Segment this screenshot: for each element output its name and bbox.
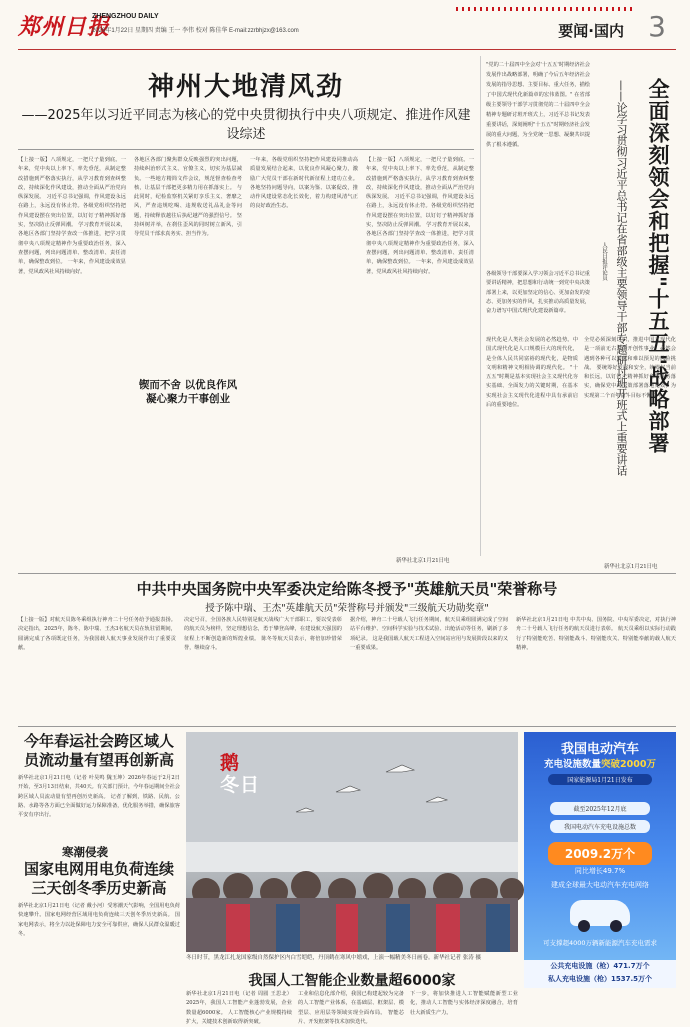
page-number: 3: [648, 10, 666, 43]
infographic-footer: [524, 960, 676, 988]
newspaper-logo: 郑州日报: [18, 14, 111, 40]
lead-subhead: 锲而不舍 以优良作风凝心聚力干事创业: [138, 379, 238, 405]
issue-info: 2026年1月22日 星期四 责编 王一 李伟 校对 陈佳华 E-mail:zzrbhjzx@163.com: [92, 28, 299, 34]
infographic-headline-prefix: 充电设施数量: [544, 759, 602, 770]
infographic-source: 国家能源局1月21日发布: [548, 774, 652, 785]
section-name: 要闻·国内: [558, 22, 624, 40]
commentary-headline: 全面深刻领会和把握"十五五"战略部署: [646, 78, 670, 454]
ai-column-3: 下一步，将加快推进人工智能赋能新型工业化，推动人工智能与实体经济深度融合，培育壮大新质生产力。: [410, 991, 518, 1016]
infographic-headline-number: 突破2000万: [601, 759, 656, 770]
honor-column-1: 【上接一版】对航天员陈冬乘组执行神舟二十号任务给予通报表扬。决定指出，2025年，陈冬、陈中瑞、王杰3名航天员在轨驻留期间，圆满完成了各项既定任务，为我国载人航天事业发展作出了重要贡献。: [18, 617, 176, 651]
commentary-column-2: 现代化是人类社会发展的必然趋势。中国式现代化是人口规模巨大的现代化，是全体人民共同富裕的现代化，是物质文明和精神文明相协调的现代化。 "十五五"时期是基本实现社会主义现代化夯实基础、全面发力的关键时期，在基本实现社会主义现代化进程中具有承前启后的重要地位。: [486, 337, 578, 409]
infographic-headline: [524, 756, 676, 770]
photo-overlay-word-bottom: 冬日: [220, 774, 261, 796]
cold-wave-kicker: 寒潮侵袭: [62, 845, 108, 859]
commentary-source: 人民日报评论员: [601, 242, 607, 281]
car-wheel-icon: [578, 920, 590, 932]
commentary-column-4: 各级领导干部要深入学习领会习近平总书记重要讲话精神，把思想和行动统一到党中央决策部署上来，以更加坚定的信心、更加奋发的姿态、更加务实的作风，扎实推动高质量发展，奋力谱写中国式现代化建设新篇章。: [486, 271, 590, 315]
infographic-title: 我国电动汽车: [560, 742, 639, 757]
travel-headline: 今年春运社会跨区域人员流动量有望再创新高: [23, 732, 174, 769]
infographic-total-label: 我国电动汽车充电设施总数: [550, 820, 650, 833]
travel-body: 新华社北京1月21日电（记者 叶昊鸣 魏玉坤）2026年春运于2月2日开始，至3月13日结束，共40天。有关部门预计，今年春运期间全社会跨区域人员流动量有望再创历史新高。 记者了解到，铁路、民航、公路、水路等各方面已全面做好运力保障准备，优化服务举措，确保旅客平安有序出行。: [18, 775, 180, 819]
infographic-total-value: 2009.2万个: [548, 842, 652, 865]
divider: [18, 573, 676, 574]
infographic-date-pill: 截至2025年12月底: [550, 802, 650, 815]
commentary-subheadline: ——论学习贯彻习近平总书记在省部级主要领导干部专题研讨班开班式上重要讲话: [615, 80, 628, 476]
masthead: [18, 6, 676, 50]
commentary-column-1: "党的二十届四中全会对'十五五'时期经济社会发展作出战略部署，明确了今后五年经济社会发展的指导思想、主要目标、重大任务，描绘了中国式现代化新篇章的宏伟蓝图。" 在省部级主要领导干部学习贯彻党的二十届四中全会精神专题研讨班开班式上，习近平总书记发表重要讲话，深刻阐明"十五五"时期经济社会发展的重大问题，为全党统一思想、凝聚共识提供了根本遵循。: [486, 62, 590, 148]
lead-subheadline: ——2025年以习近平同志为核心的党中央贯彻执行中央八项规定、推进作风建设综述: [21, 108, 471, 142]
column-divider: [480, 56, 481, 556]
cold-wave-headline: 国家电网用电负荷连续三天创冬季历史新高: [23, 860, 174, 897]
lead-column-3: 一年来，各级党组织坚持把作风建设同推动高质量发展结合起来，以优良作风凝心聚力，激励广大党员干部在新时代新征程上建功立业。 各地坚持问题导向，以案为鉴、以案促改，推动作风建设常态化长效化，着力构建风清气正的良好政治生态。: [250, 157, 358, 210]
infographic-capacity: 可支撑超4000万辆新能源汽车充电需求: [542, 939, 658, 947]
photo-caption: 冬日时节，黑龙江扎龙国家级自然保护区内白雪皑皑，丹顶鹤在寒风中嬉戏，上演一幅精美冬日画卷。新华社记者 张涛 摄: [186, 955, 482, 961]
private-chargers-stat: 私人充电设施（枪）1537.5万个: [547, 975, 652, 983]
lead-column-2: 各地区各部门聚焦群众反映强烈的突出问题，持续纠治形式主义、官僚主义，切实为基层减负。一些地方精简文件会议，规范督查检查考核，让基层干部把更多精力用在抓落实上。 与此同时，纪检监察机关紧盯享乐主义、奢靡之风，严查违规吃喝、违规收送礼品礼金等问题，持续释放越往后执纪越严的强烈信号。 坚持纠树并举，在刹住歪风的同时树立新风，引导党员干部求真务实、担当作为。: [134, 157, 242, 238]
commentary-byline: 新华社北京1月21日电: [604, 564, 658, 570]
public-chargers-stat: 公共充电设施（枪）471.7万个: [550, 962, 650, 970]
lead-headline: 神州大地清风劲: [147, 72, 344, 102]
commentary-column-3: 全党必须深刻认识，推进中国式现代化是一项前无古人的开创性事业，必然会遇到各种可以预见和难以预见的风险挑战。 要统筹好发展和安全，统筹好当前和长远，以钉钉子精神抓好各项任务落实，确保党中央决策部署落地见效，为实现第二个百年奋斗目标不懈奋斗。: [584, 337, 676, 399]
lead-byline: 新华社北京1月21日电: [396, 558, 450, 564]
newspaper-english-name: ZHENGZHOU DAILY: [92, 13, 159, 20]
lead-column-1: 【上接一版】八项规定，一把尺子量到底。一年来，党中央以上率下、率先垂范，从制定整改措施到严格落实执行，从学习教育到查纠整改，持续深化作风建设，推动全面从严治党向纵深发展。 习近平总书记强调，作风建设永远在路上，永远没有休止符。各级党组织坚持把作风建设摆在突出位置，以钉钉子精神抓好落实，坚决防止反弹回潮。 学习教育开展以来，各地区各部门坚持学查改一体推进，把学习贯彻中央八项规定精神作为重要政治任务，深入查摆问题，列出问题清单、整改清单、责任清单，确保整改到位。 一年来，作风建设成效显著，党风政风社风持续向好。: [18, 157, 126, 275]
infographic-network: 建成全球最大电动汽车充电网络: [551, 881, 649, 889]
infographic-growth: 同比增长49.7%: [574, 867, 626, 875]
car-wheel-icon: [610, 920, 622, 932]
ai-column-2: 工业和信息化部介绍，我国已构建起较为完备的人工智能产业体系，在基础层、框架层、模型层、应用层等领域实现全面布局。 智能芯片、开发框架等技术加快迭代。: [298, 991, 404, 1025]
ai-headline: 我国人工智能企业数量超6000家: [248, 973, 456, 989]
honor-subheadline: 授予陈中瑞、王杰"英雄航天员"荣誉称号并颁发"三级航天功勋奖章": [205, 603, 489, 614]
divider: [18, 726, 676, 727]
honor-headline: 中共中央国务院中央军委决定给陈冬授予"英雄航天员"荣誉称号: [136, 580, 558, 598]
ev-charging-infographic: [524, 732, 676, 988]
photo-overlay-title: [220, 752, 260, 796]
lead-column-4: 【上接一版】八项规定，一把尺子量到底。一年来，党中央以上率下、率先垂范，从制定整改措施到严格落实执行，从学习教育到查纠整改，持续深化作风建设，推动全面从严治党向纵深发展。 习近平总书记强调，作风建设永远在路上，永远没有休止符。各级党组织坚持把作风建设摆在突出位置，以钉钉子精神抓好落实，坚决防止反弹回潮。 学习教育开展以来，各地区各部门坚持学查改一体推进，把学习贯彻中央八项规定精神作为重要政治任务，深入查摆问题，列出问题清单、整改清单、责任清单，确保整改到位。 一年来，作风建设成效显著，党风政风社风持续向好。: [366, 157, 474, 275]
honor-column-2: 决定号召，全国各族人民特别是航天战线广大干部职工，要以受表彰的航天员为榜样，坚定理想信念，勇于攀登高峰，在建设航天强国的征程上不断创造新的辉煌业绩。 陈冬等航天员表示，将倍加珍惜荣誉，继续奋斗。: [184, 617, 342, 651]
honor-column-3: 据介绍，神舟二十号载人飞行任务期间，航天员乘组圆满完成了空间站平台维护、空间科学实验与技术试验、出舱活动等任务，刷新了多项纪录。 这是我国载人航天工程进入空间站应用与发展阶段以来的又一重要成果。: [350, 617, 508, 651]
divider: [18, 149, 474, 150]
cold-wave-body: 新华社北京1月21日电（记者 戴小河）受寒潮天气影响，全国用电负荷快速攀升。国家电网经营区域用电负荷连续三天创冬季历史新高。 国家电网表示，将全力以赴保障电力安全可靠供应，确保人民群众温暖过冬。: [18, 903, 180, 937]
ai-column-1: 新华社北京1月21日电（记者 周圆 王思北）2025年，我国人工智能产业蓬勃发展，企业数量超6000家。 人工智能核心产业规模持续扩大，关键技术创新取得新突破。: [186, 991, 292, 1025]
photo-overlay-word-top: 鹅: [220, 752, 241, 774]
decorative-dot-band: [456, 7, 636, 11]
honor-column-4: 新华社北京1月21日电 中共中央、国务院、中央军委决定，对执行神舟二十号载人飞行任务的航天员进行表彰。 航天员乘组以实际行动践行了特别能吃苦、特别能战斗、特别能攻关、特别能奉献的载人航天精神。: [516, 617, 676, 651]
